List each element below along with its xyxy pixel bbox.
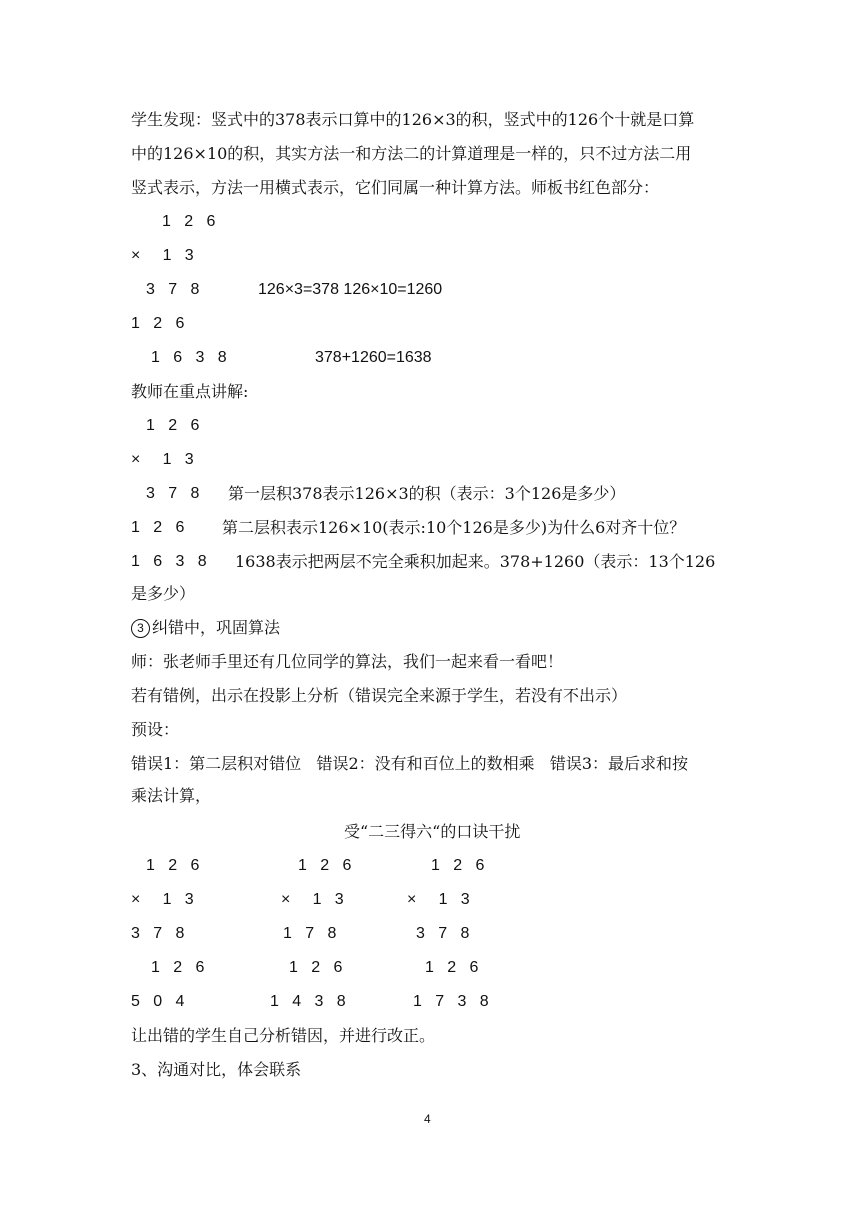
errors-caption: 受“二三得六“的口诀干扰: [344, 822, 521, 841]
teacher-line: 师：张老师手里还有几位同学的算法，我们一起来看一看吧！: [131, 652, 564, 671]
error1-row4: 1 2 6: [151, 959, 205, 976]
error1-row1: 1 2 6: [146, 857, 200, 874]
section-title: [131, 618, 280, 638]
calc1-row3: 3 7 8: [146, 281, 200, 298]
calc2-row5-cont: 是多少）: [131, 584, 196, 603]
calc1-row3-note: 126×3=378 126×10=1260: [258, 281, 443, 298]
error1-row2: × 1 3: [131, 891, 194, 908]
calc1-row5-note: 378+1260=1638: [315, 349, 432, 366]
calc2-row5: 1 6 3 8: [131, 553, 207, 570]
closing-line: 让出错的学生自己分析错因，并进行改正。: [131, 1026, 436, 1045]
errors-line: 乘法计算，: [131, 786, 212, 805]
error3-row4: 1 2 6: [425, 959, 479, 976]
error1-row3: 3 7 8: [131, 925, 185, 942]
calc2-row4-note: 第二层积表示126×10(表示:10个126是多少)为什么6对齐十位？: [222, 518, 686, 537]
calc2-row3: 3 7 8: [146, 485, 200, 502]
error1-row5: 5 0 4: [131, 993, 185, 1010]
calc2-row4: 1 2 6: [131, 519, 185, 536]
section-heading: 3、沟通对比，体会联系: [131, 1060, 302, 1079]
error2-row3: 1 7 8: [283, 925, 337, 942]
error2-row4: 1 2 6: [289, 959, 343, 976]
calc2-row5-note: 1638表示把两层不完全乘积加起来。378+1260（表示：13个126: [235, 552, 716, 571]
error3-row3: 3 7 8: [416, 925, 470, 942]
calc2-row1: 1 2 6: [146, 417, 200, 434]
section-title-text: 纠错中，巩固算法: [152, 618, 281, 637]
error3-row2: × 1 3: [407, 891, 470, 908]
calc2-row3-note: 第一层积378表示126×3的积（表示：3个126是多少）: [228, 484, 626, 503]
circled-number-marker: 3: [131, 619, 150, 638]
paragraph-line: 学生发现：竖式中的378表示口算中的126×3的积，竖式中的126个十就是口算: [131, 110, 695, 129]
calc2-row2: × 1 3: [131, 451, 194, 468]
error3-row1: 1 2 6: [431, 857, 485, 874]
error2-row2: × 1 3: [281, 891, 344, 908]
errors-line: 错误1：第二层积对错位 错误2：没有和百位上的数相乘 错误3：最后求和按: [131, 754, 689, 773]
preset-label: 预设：: [131, 720, 180, 739]
paragraph-line: 中的126×10的积，其实方法一和方法二的计算道理是一样的，只不过方法二用: [131, 144, 692, 163]
calc1-row2: × 1 3: [131, 247, 194, 264]
page-number: 4: [424, 1112, 431, 1126]
calc1-row4: 1 2 6: [131, 315, 185, 332]
error-intro: 若有错例，出示在投影上分析（错误完全来源于学生，若没有不出示）: [131, 686, 628, 705]
error2-row5: 1 4 3 8: [270, 993, 346, 1010]
error2-row1: 1 2 6: [298, 857, 352, 874]
error3-row5: 1 7 3 8: [413, 993, 489, 1010]
teacher-intro: 教师在重点讲解:: [131, 382, 249, 401]
paragraph-line: 竖式表示，方法一用横式表示，它们同属一种计算方法。师板书红色部分：: [131, 178, 660, 197]
calc1-row5: 1 6 3 8: [151, 349, 227, 366]
calc1-row1: 1 2 6: [162, 213, 216, 230]
